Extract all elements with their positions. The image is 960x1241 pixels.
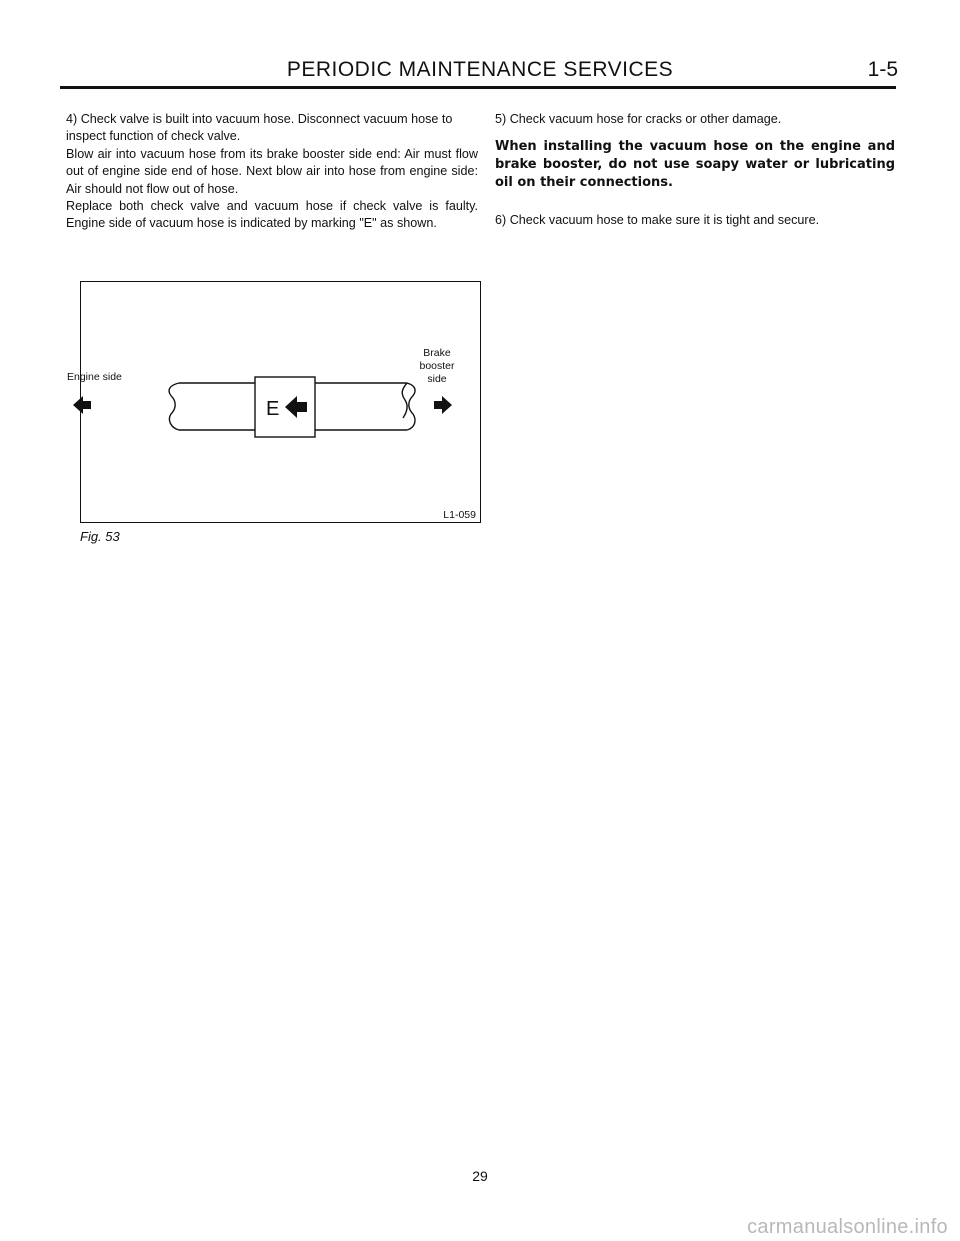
step-6: 6) Check vacuum hose to make sure it is tight and secure. [495,213,820,228]
right-column [495,111,895,230]
figure-code: L1-059 [443,509,476,521]
watermark-text: carmanualsonline.info [747,1216,948,1238]
step-4-procedure: Blow air into vacuum hose from its brake booster side end: Air must flow out of engine side end of hose. Next blow air into hose from engine side: Air should not flow out of hose. [66,146,478,196]
figure-caption: Fig. 53 [80,529,120,544]
section-page-code: 1-5 [867,58,898,81]
installation-warning: When installing the vacuum hose on the engine and brake booster, do not use soapy water or lubricating oil on their connections. [495,139,895,191]
page-header-title: PERIODIC MAINTENANCE SERVICES [286,58,674,81]
step-4-intro: 4) Check valve is built into vacuum hose. Disconnect vacuum hose to inspect function of check valve. [66,112,453,144]
engine-side-arrow-icon [73,396,91,414]
left-column [66,111,478,233]
brake-side-arrow-icon [434,396,452,414]
brake-label-line3: side [427,373,447,385]
step-5: 5) Check vacuum hose for cracks or other damage. [495,112,782,126]
vacuum-hose-diagram [67,282,482,524]
brake-label-line2: booster [419,360,455,372]
page-number: 29 [472,1168,488,1184]
step-4-replace-note: Replace both check valve and vacuum hose if check valve is faulty. Engine side of vacuum hose is indicated by marking "E" as shown. [66,199,478,231]
brake-label-line1: Brake [423,347,451,359]
engine-side-label: Engine side [67,371,122,383]
marking-e-label: E [266,398,280,420]
figure-53-diagram [67,281,481,523]
header-rule [60,86,896,89]
